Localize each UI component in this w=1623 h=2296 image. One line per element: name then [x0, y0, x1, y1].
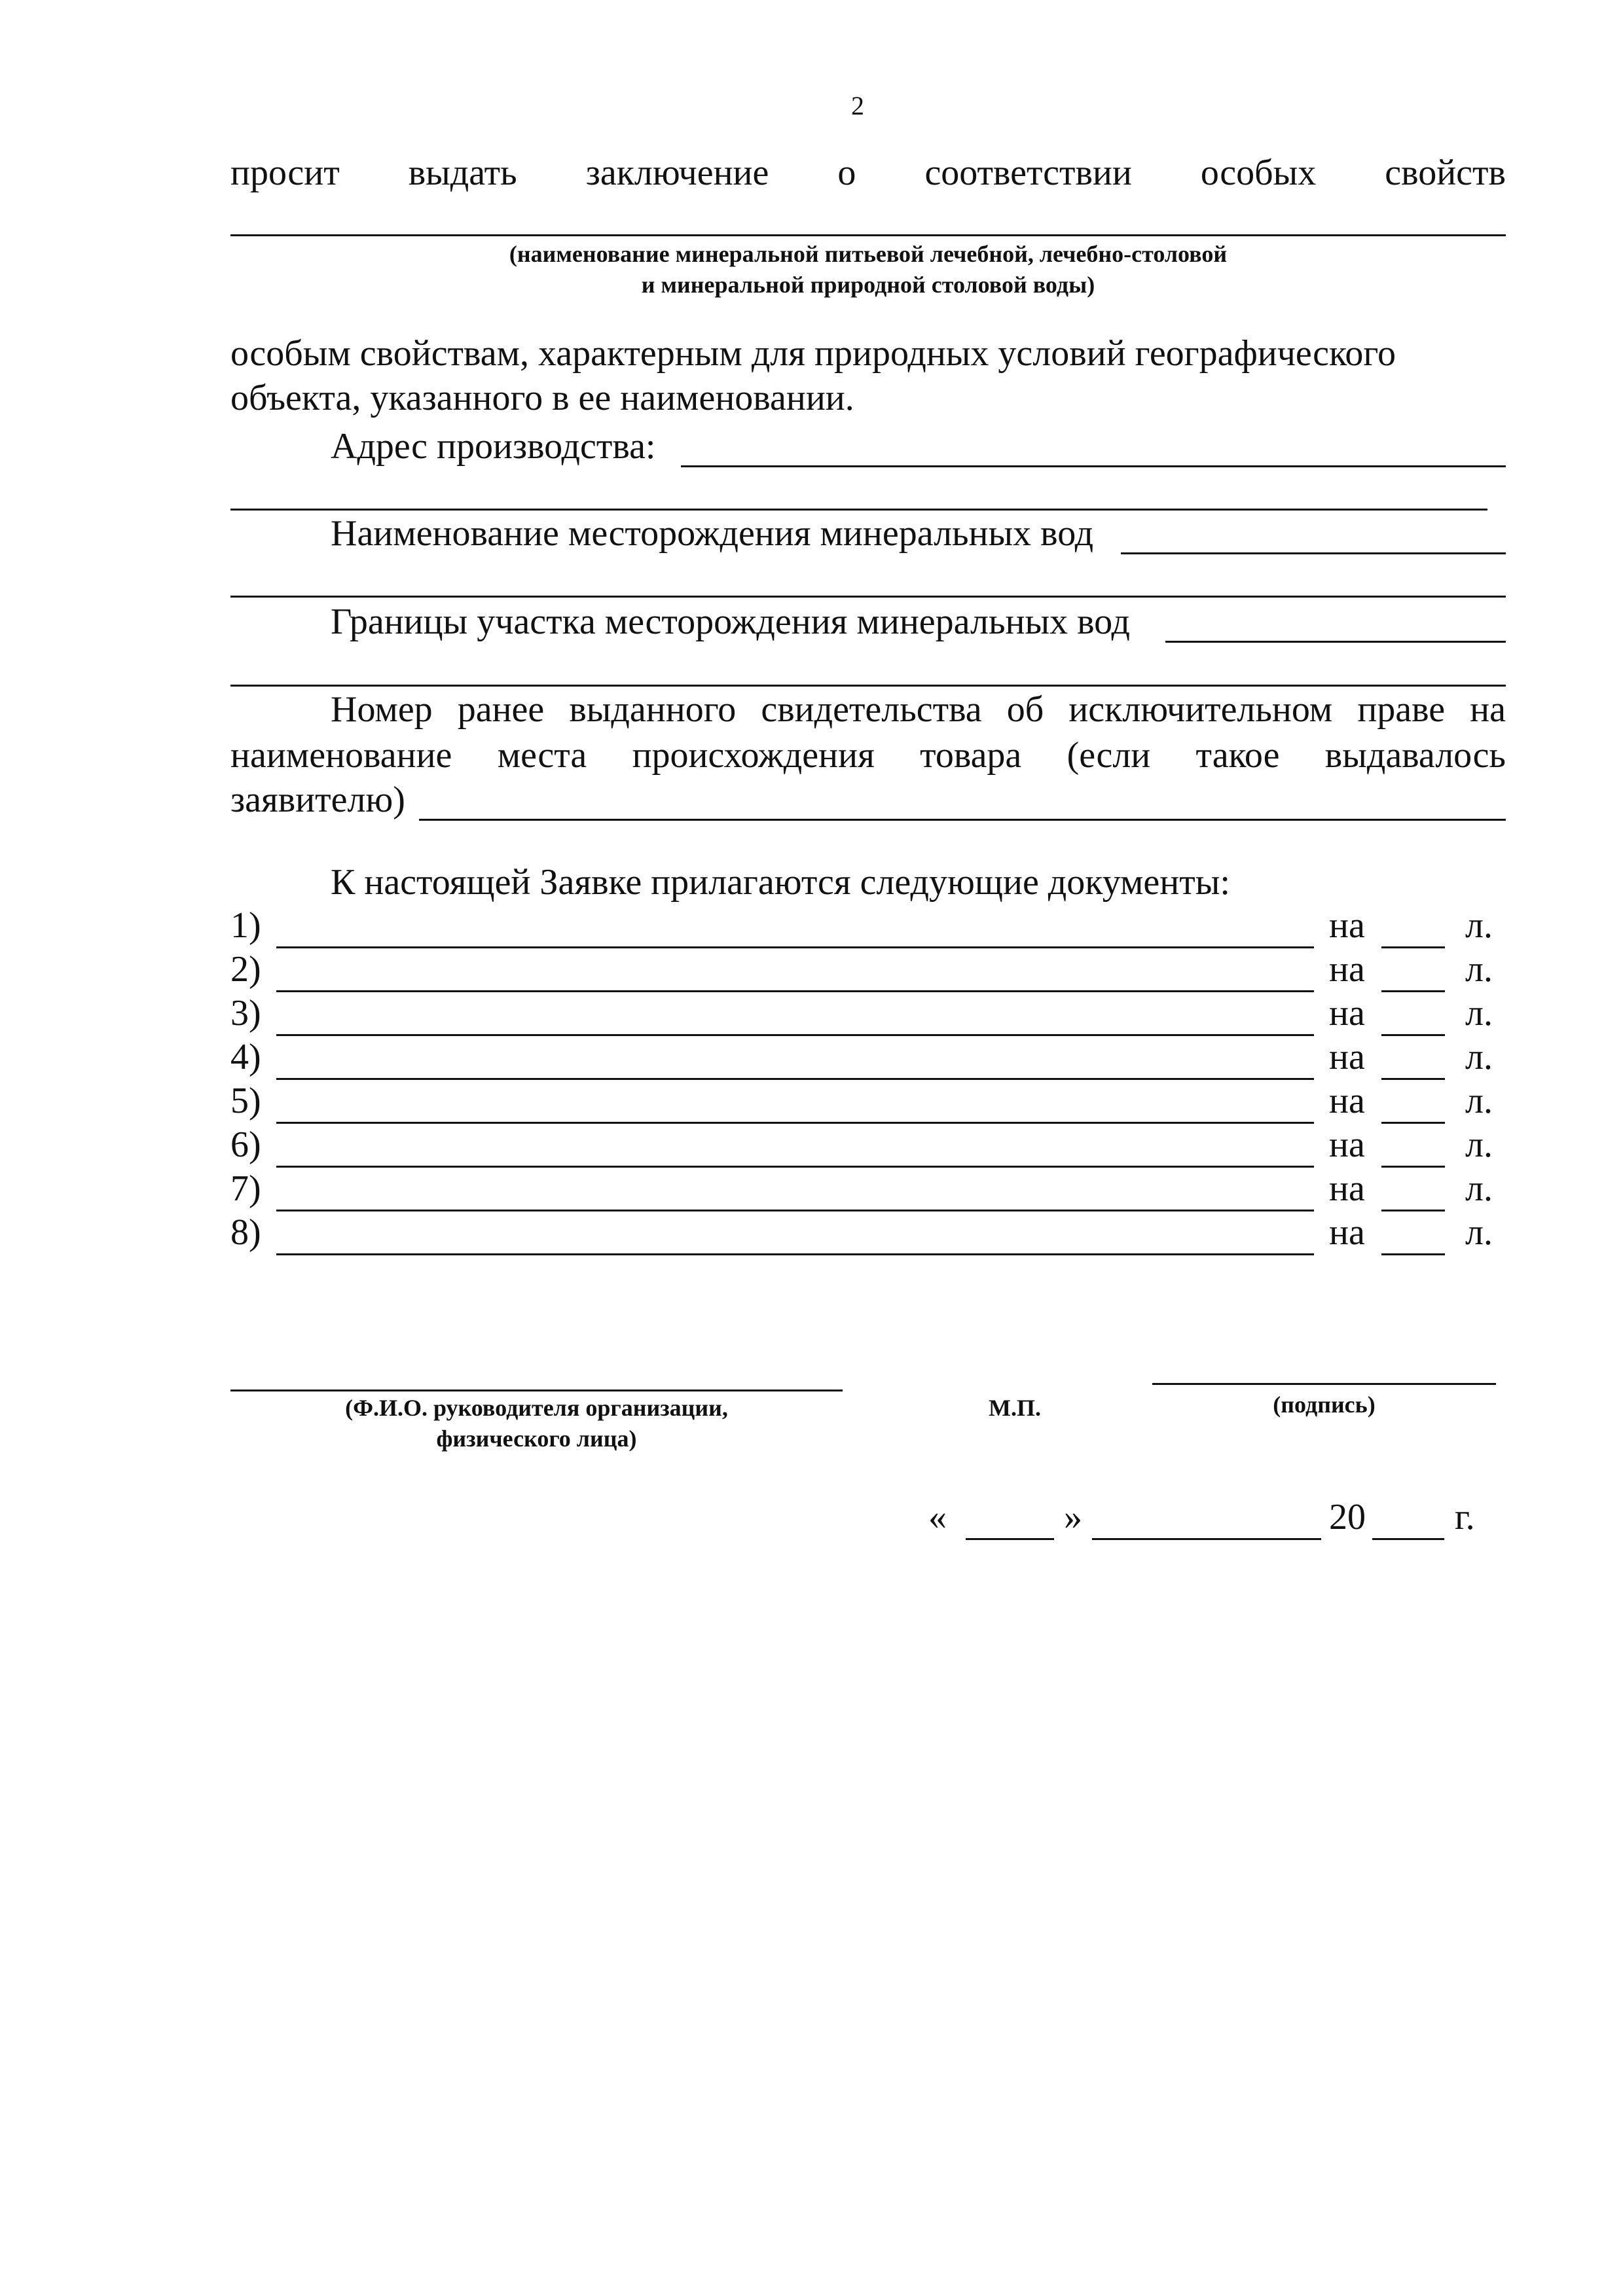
signature-blank[interactable] — [1152, 1383, 1496, 1385]
attachment-number: 3) — [230, 993, 261, 1033]
fio-caption-line1: (Ф.И.О. руководителя организации, — [345, 1395, 728, 1421]
attachment-na: на — [1329, 905, 1365, 946]
address-blank[interactable] — [681, 465, 1506, 467]
attachment-number: 8) — [230, 1212, 261, 1253]
certificate-word: на — [1470, 689, 1506, 730]
attachment-title-blank[interactable] — [276, 1122, 1314, 1124]
certificate-word: места — [497, 735, 587, 776]
certificate-line1 — [331, 689, 1506, 730]
certificate-word: выдавалось — [1324, 735, 1506, 776]
intro-word: выдать — [408, 152, 517, 193]
page-number: 2 — [851, 91, 864, 120]
date-close-quote: » — [1064, 1497, 1082, 1537]
attachment-title-blank[interactable] — [276, 1034, 1314, 1036]
attachment-na: на — [1329, 1168, 1365, 1209]
certificate-word: свидетельства — [761, 689, 982, 730]
attachment-l: л. — [1465, 949, 1493, 990]
certificate-word: выданного — [569, 689, 737, 730]
date-open-quote: « — [928, 1497, 947, 1537]
attachment-l: л. — [1465, 1037, 1493, 1077]
intro-word: о — [837, 152, 856, 193]
certificate-line3: заявителю) — [230, 780, 405, 820]
attachment-na: на — [1329, 1037, 1365, 1077]
fio-caption-line2: физического лица) — [436, 1426, 637, 1452]
attachment-l: л. — [1465, 1081, 1493, 1121]
attachment-sheets-blank[interactable] — [1381, 1253, 1445, 1255]
attachment-number: 6) — [230, 1124, 261, 1165]
attachment-l: л. — [1465, 1168, 1493, 1209]
intro-word: просит — [230, 152, 340, 193]
attachment-number: 2) — [230, 949, 261, 990]
attachment-sheets-blank[interactable] — [1381, 1078, 1445, 1080]
attachment-sheets-blank[interactable] — [1381, 946, 1445, 948]
signature-caption: (подпись) — [1273, 1391, 1376, 1418]
attachment-number: 7) — [230, 1168, 261, 1209]
attachment-title-blank[interactable] — [276, 1210, 1314, 1211]
date-month-blank[interactable] — [1092, 1538, 1321, 1540]
certificate-word: исключительном — [1068, 689, 1333, 730]
certificate-line2 — [230, 734, 1506, 776]
attachment-sheets-blank[interactable] — [1381, 1166, 1445, 1168]
deposit-name-blank-line2[interactable] — [230, 596, 1506, 598]
attachment-title-blank[interactable] — [276, 1166, 1314, 1168]
attachment-na: на — [1329, 1124, 1365, 1165]
attachment-na: на — [1329, 949, 1365, 990]
attachment-na: на — [1329, 993, 1365, 1033]
attachment-na: на — [1329, 1212, 1365, 1253]
geo-paragraph-line2: объекта, указанного в ее наименовании. — [230, 378, 854, 418]
certificate-word: происхождения — [632, 735, 875, 776]
address-blank-line2[interactable] — [230, 509, 1487, 511]
attachment-l: л. — [1465, 1124, 1493, 1165]
intro-word: свойств — [1385, 152, 1506, 193]
attachment-sheets-blank[interactable] — [1381, 1210, 1445, 1211]
attachment-title-blank[interactable] — [276, 946, 1314, 948]
certificate-word: ранее — [457, 689, 545, 730]
date-year-blank[interactable] — [1372, 1538, 1444, 1540]
certificate-word: (если — [1067, 735, 1151, 776]
water-caption-line1: (наименование минеральной питьевой лечебной, лечебно-столовой — [509, 241, 1228, 267]
attachment-title-blank[interactable] — [276, 1253, 1314, 1255]
attachment-title-blank[interactable] — [276, 1078, 1314, 1080]
deposit-bounds-blank[interactable] — [1165, 641, 1506, 643]
certificate-word: такое — [1195, 735, 1280, 776]
attachment-number: 4) — [230, 1037, 261, 1077]
attachment-l: л. — [1465, 905, 1493, 946]
attachment-l: л. — [1465, 993, 1493, 1033]
intro-line — [230, 152, 1506, 194]
deposit-bounds-label: Границы участка месторождения минеральных вод — [331, 601, 1131, 642]
water-name-blank[interactable] — [230, 234, 1506, 236]
certificate-word: праве — [1357, 689, 1446, 730]
deposit-bounds-blank-line2[interactable] — [230, 685, 1506, 687]
intro-word: заключение — [585, 152, 769, 193]
attachment-l: л. — [1465, 1212, 1493, 1253]
date-day-blank[interactable] — [966, 1538, 1054, 1540]
attachment-sheets-blank[interactable] — [1381, 1034, 1445, 1036]
certificate-word: наименование — [230, 735, 452, 776]
geo-paragraph-line1: особым свойствам, характерным для природных условий географического — [230, 333, 1396, 374]
deposit-name-label: Наименование месторождения минеральных вод — [331, 513, 1094, 554]
attachment-number: 5) — [230, 1081, 261, 1121]
attachment-title-blank[interactable] — [276, 990, 1314, 992]
certificate-word: Номер — [331, 689, 433, 730]
water-caption-line2: и минеральной природной столовой воды) — [641, 271, 1095, 298]
fio-blank[interactable] — [230, 1390, 843, 1391]
certificate-word: об — [1006, 689, 1044, 730]
attachment-sheets-blank[interactable] — [1381, 1122, 1445, 1124]
stamp-label: М.П. — [989, 1395, 1041, 1421]
date-year-suffix: г. — [1455, 1497, 1475, 1537]
attachments-heading: К настоящей Заявке прилагаются следующие документы: — [331, 862, 1230, 903]
certificate-word: товара — [920, 735, 1022, 776]
deposit-name-blank[interactable] — [1121, 552, 1506, 554]
attachment-na: на — [1329, 1081, 1365, 1121]
date-year-prefix: 20 — [1329, 1497, 1366, 1537]
water-name-caption — [230, 239, 1506, 300]
attachment-number: 1) — [230, 905, 261, 946]
certificate-number-blank[interactable] — [419, 819, 1506, 821]
intro-word: соответствии — [924, 152, 1132, 193]
intro-word: особых — [1200, 152, 1317, 193]
attachment-sheets-blank[interactable] — [1381, 990, 1445, 992]
address-label: Адрес производства: — [331, 426, 656, 467]
